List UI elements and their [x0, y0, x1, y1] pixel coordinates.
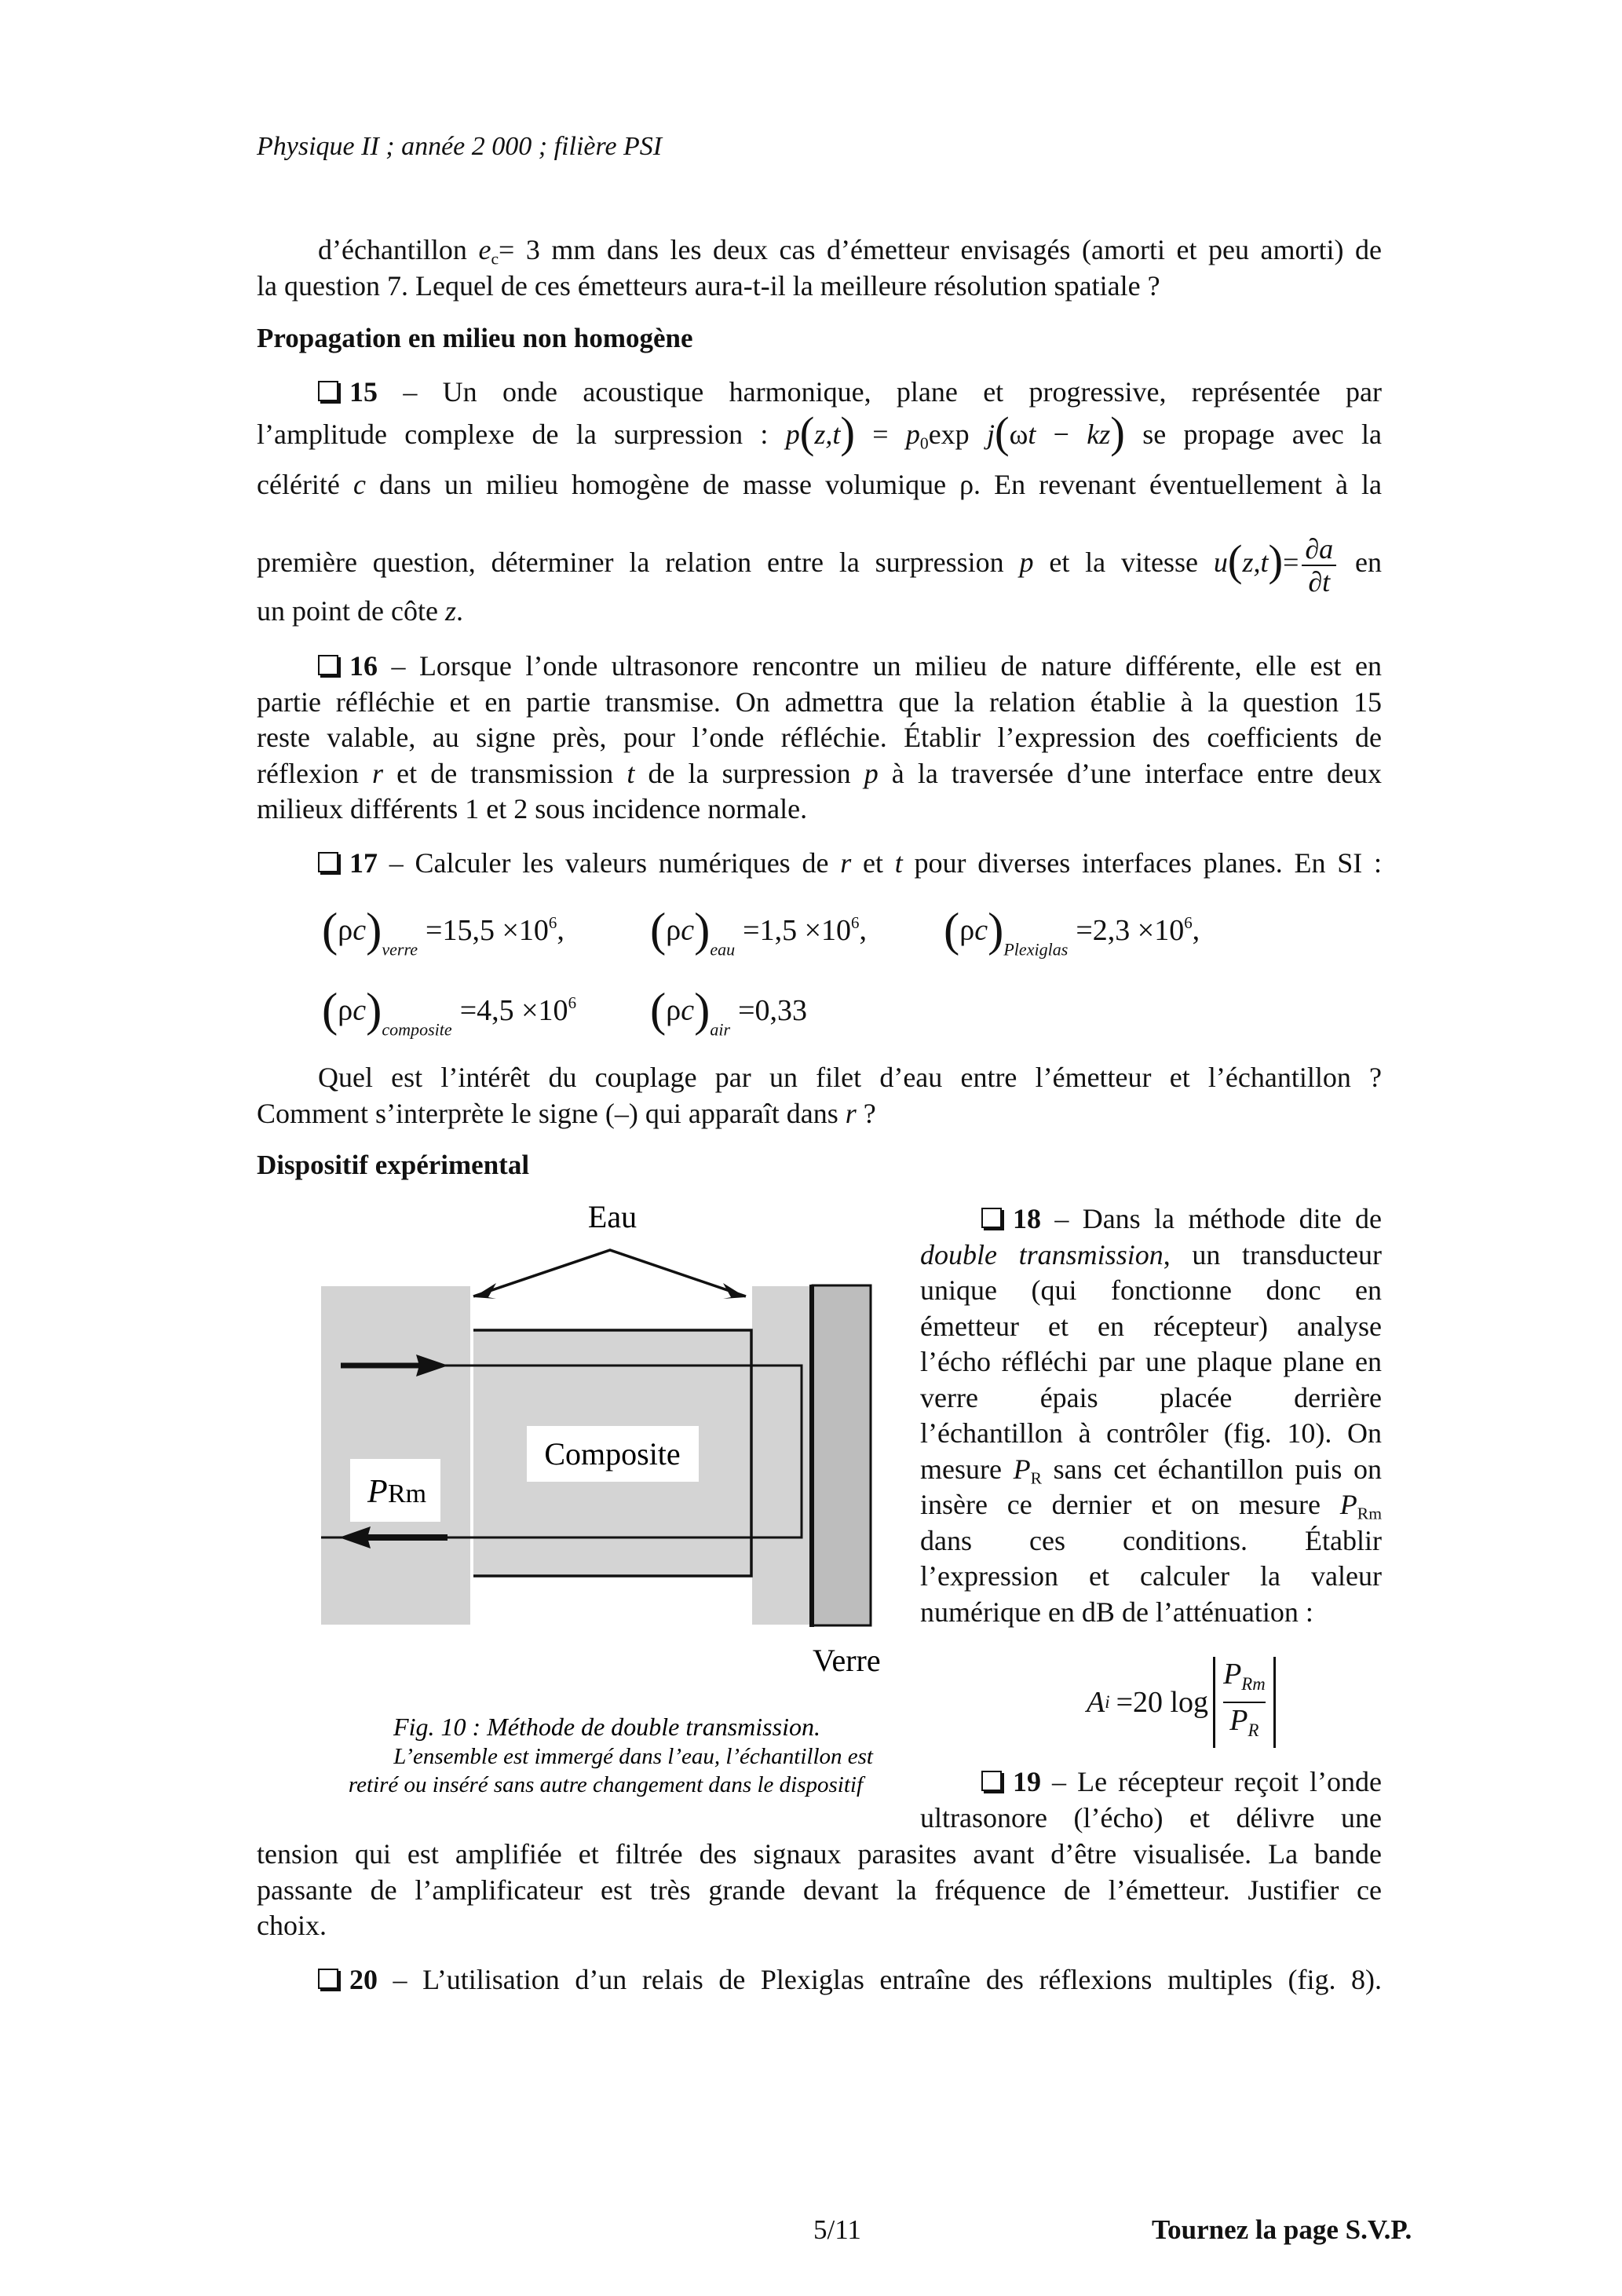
text-line [920, 1452, 1382, 1488]
text-run: réflexion [257, 757, 373, 789]
turn-page-note: Tournez la page S.V.P. [1152, 2214, 1412, 2245]
text-run: double transmission [920, 1238, 1164, 1270]
question-18 [920, 1201, 1382, 1630]
text-run: choix. [257, 1910, 327, 1941]
text-run: numérique en dB de l’atténuation : [920, 1596, 1313, 1628]
formula-num: P [1223, 1658, 1242, 1691]
text-line [920, 1309, 1382, 1345]
text-run: p [785, 419, 800, 450]
impedance-tail: , [557, 913, 564, 947]
text-run: – L’utilisation d’un relais de Plexiglas entraîne des réflexions multiples (fig. 8). [378, 1964, 1382, 1995]
text-line [920, 1523, 1382, 1559]
formula-num-sub: Rm [1241, 1673, 1266, 1694]
text-run: passante de l’amplificateur est très grande devant la fréquence de l’émetteur. Justifier ce [257, 1874, 1382, 1906]
text-run: première question, déterminer la relation entre la surpression [257, 547, 1020, 578]
paren-close: ) [988, 904, 1004, 956]
impedance-symbol: ρ [338, 913, 353, 947]
text-run: partie réfléchie et en partie transmise. On admettra que la relation établie à la question 15 [257, 686, 1382, 718]
text-run: se propage avec la [1124, 419, 1382, 450]
water-left [321, 1286, 470, 1625]
label-p: P [367, 1474, 388, 1510]
text-run: milieux différents 1 et 2 sous incidence normale. [257, 793, 808, 824]
text-run: , un transducteur [1163, 1238, 1382, 1270]
text-run: Comment s’interprète le signe (–) qui apparaît dans [257, 1097, 846, 1129]
text-line [920, 1416, 1382, 1452]
text-line [257, 1873, 1382, 1909]
text-run: t [1028, 419, 1036, 450]
impedance-symbol: ρ [666, 993, 681, 1027]
text-run: ( [799, 408, 815, 458]
impedance-exponent: 6 [548, 913, 557, 933]
text-run: c [491, 249, 499, 269]
text-run: unique (qui fonctionne donc en [920, 1274, 1382, 1306]
paren-open: ( [650, 984, 667, 1036]
question-19 [920, 1764, 1382, 1836]
text-run: 15 [349, 376, 378, 408]
text-line [920, 1344, 1382, 1380]
label-composite: Composite [544, 1436, 681, 1472]
text-run: = 3 mm dans les deux cas d’émetteur envisagés (amorti et peu amorti) de [499, 234, 1382, 265]
impedance-exponent: 6 [568, 993, 577, 1013]
text-run: R [1030, 1468, 1042, 1487]
text-line [920, 1273, 1382, 1309]
checkbox-icon [981, 1208, 1002, 1228]
fraction-denominator: ∂t [1308, 565, 1331, 598]
text-run: et de transmission [383, 757, 627, 789]
paren-open: ( [944, 904, 960, 956]
text-run: pour diverses interfaces planes. En SI : [902, 847, 1382, 879]
paren-close: ) [366, 984, 382, 1036]
page-header: Physique II ; année 2 000 ; filière PSI [257, 132, 663, 161]
text-run: p [1019, 547, 1034, 578]
text-run: ( [1227, 536, 1243, 586]
impedance-medium: verre [382, 939, 418, 960]
text-run: – Calculer les valeurs numériques de [378, 847, 841, 879]
text-run: et [851, 847, 895, 879]
text-run: u [1213, 547, 1228, 578]
impedance-symbol-c: c [353, 993, 367, 1027]
text-line [920, 1801, 1382, 1837]
text-run: r [845, 1097, 857, 1129]
checkbox-icon [981, 1771, 1002, 1791]
text-run: ? [856, 1097, 876, 1129]
formula-eq: =20 log [1116, 1685, 1209, 1719]
paren-close: ) [694, 904, 711, 956]
text-run: p [905, 419, 920, 450]
label-p-sub: Rm [388, 1479, 427, 1508]
text-run: j [987, 419, 995, 450]
impedance-value: =0,33 [738, 993, 807, 1027]
text-run: ultrasonore (l’écho) et délivre une [920, 1801, 1382, 1834]
question-19-continued [257, 1837, 1382, 1944]
text-run: émetteur et en récepteur) analyse [920, 1310, 1382, 1342]
text-run: P [1013, 1453, 1031, 1485]
text-run: 16 [349, 650, 378, 682]
label-verre: Verre [813, 1643, 881, 1678]
text-run: ) [1110, 408, 1125, 458]
formula-den: P [1229, 1703, 1248, 1737]
text-run: ) [840, 408, 855, 458]
text-run: − [1036, 419, 1087, 450]
text-run: sans cet échantillon puis on [1041, 1453, 1382, 1485]
text-run: mesure [920, 1453, 1014, 1485]
text-line [920, 1595, 1382, 1631]
text-run: z,t [1242, 547, 1269, 578]
text-run: l’expression et calculer la valeur [920, 1560, 1382, 1592]
section-heading-dispositif: Dispositif expérimental [257, 1150, 530, 1180]
text-run: 18 [1013, 1203, 1041, 1234]
text-run: la question 7. Lequel de ces émetteurs aura-t-il la meilleure résolution spatiale ? [257, 269, 1160, 302]
impedance-symbol: ρ [959, 913, 975, 947]
text-run: 19 [1013, 1766, 1041, 1797]
text-line [920, 1238, 1382, 1274]
text-run: dans ces conditions. Établir [920, 1524, 1382, 1556]
text-run: r [372, 757, 384, 789]
text-run: = [1283, 547, 1299, 578]
text-run: célérité [257, 469, 353, 500]
text-run: insère ce dernier et on mesure [920, 1489, 1340, 1520]
paren-close: ) [694, 984, 711, 1036]
text-run: l’écho réfléchi par une plaque plane en [920, 1346, 1382, 1377]
label-eau: Eau [587, 1199, 637, 1234]
impedance-medium: composite [382, 1019, 452, 1040]
paren-open: ( [650, 904, 667, 956]
impedance-exponent: 6 [851, 913, 860, 933]
eau-pointer [473, 1250, 746, 1296]
text-run: à la traversée d’une interface entre deux [878, 757, 1382, 789]
text-run: verre épais placée derrière [920, 1381, 1382, 1413]
text-run: 20 [349, 1964, 378, 1995]
text-run: 17 [349, 847, 378, 879]
impedance-symbol-c: c [681, 913, 695, 947]
fraction-numerator: ∂a [1302, 533, 1336, 566]
text-run: d’échantillon [318, 234, 479, 265]
text-run: z [444, 595, 456, 627]
text-line [920, 1764, 1382, 1801]
text-run: en [1339, 547, 1383, 578]
text-line [920, 1380, 1382, 1417]
impedance-tail: , [1192, 913, 1200, 947]
text-run: de la surpression [634, 757, 864, 789]
text-run: et la vitesse [1033, 547, 1214, 578]
text-run: l’échantillon à contrôler (fig. 10). On [920, 1417, 1382, 1449]
impedance-medium: air [710, 1019, 731, 1040]
impedance-value: =15,5 ×10 [426, 913, 549, 947]
text-run: – Un onde acoustique harmonique, plane et progressive, représentée par [378, 376, 1382, 408]
text-run: e [478, 234, 491, 265]
text-run: p [864, 757, 879, 789]
text-run: Quel est l’intérêt du couplage par un filet d’eau entre l’émetteur et l’échantillon ? [318, 1062, 1382, 1093]
impedance-value: =4,5 ×10 [459, 993, 568, 1027]
text-run: l’amplitude complexe de la surpression : [257, 419, 786, 450]
impedance-value: =2,3 ×10 [1076, 913, 1185, 947]
text-run: . [455, 595, 463, 627]
text-run: = [854, 419, 906, 450]
paren-close: ) [366, 904, 382, 956]
text-run: ω [1009, 419, 1028, 450]
figure-caption-line2: L’ensemble est immergé dans l’eau, l’échantillon est [393, 1744, 873, 1769]
paren-open: ( [322, 984, 338, 1036]
text-run: reste valable, au signe près, pour l’onde réfléchie. Établir l’expression des coefficients de [257, 722, 1382, 753]
impedance-symbol-c: c [681, 993, 695, 1027]
text-line [257, 1908, 1382, 1944]
text-line [920, 1487, 1382, 1523]
text-run: Rm [1357, 1504, 1382, 1523]
impedance-symbol: ρ [338, 993, 353, 1027]
impedance-medium: eau [710, 939, 736, 960]
text-run: exp [928, 419, 987, 450]
question-20 [257, 1962, 1382, 1998]
figure-caption-title: Fig. 10 : Méthode de double transmission. [393, 1713, 820, 1741]
impedance-tail: , [859, 913, 867, 947]
text-run: ( [995, 408, 1010, 458]
text-run: – Le récepteur reçoit l’onde [1041, 1766, 1382, 1797]
text-line [257, 1837, 1382, 1873]
text-run: c [353, 469, 366, 500]
formula-lhs-sub: i [1105, 1691, 1110, 1712]
text-run: r [840, 847, 852, 879]
paren-open: ( [322, 904, 338, 956]
formula-lhs: A [1087, 1685, 1105, 1719]
text-run: P [1339, 1489, 1357, 1520]
text-run: un point de côte [257, 595, 445, 627]
text-run: kz [1087, 419, 1111, 450]
text-run: t [627, 757, 635, 789]
text-line [920, 1559, 1382, 1595]
text-run: z,t [814, 419, 841, 450]
formula-ratio [1213, 1657, 1276, 1748]
text-run: ) [1268, 536, 1284, 586]
impedance-exponent: 6 [1184, 913, 1193, 933]
formula-den-sub: R [1248, 1720, 1259, 1740]
text-run: – Lorsque l’onde ultrasonore rencontre un milieu de nature différente, elle est en [378, 650, 1382, 682]
impedance-value: =1,5 ×10 [743, 913, 852, 947]
text-run: 0 [919, 433, 929, 453]
text-run: dans un milieu homogène de masse volumique ρ. En revenant éventuellement à la [365, 469, 1382, 500]
section-heading-propagation: Propagation en milieu non homogène [257, 323, 693, 353]
glass-plate [813, 1285, 871, 1625]
checkbox-icon [318, 1969, 338, 1989]
text-line [257, 1962, 1382, 1998]
text-line [920, 1201, 1382, 1238]
attenuation-formula [1087, 1657, 1276, 1748]
impedance-symbol-c: c [974, 913, 988, 947]
impedance-medium: Plexiglas [1003, 939, 1069, 960]
text-run: tension qui est amplifiée et filtrée des signaux parasites avant d’être visualisée. La bande [257, 1838, 1382, 1870]
text-run: t [894, 847, 903, 879]
impedance-symbol-c: c [353, 913, 367, 947]
figure-caption-line3: retiré ou inséré sans autre changement dans le dispositif [348, 1772, 863, 1797]
impedance-symbol: ρ [666, 913, 681, 947]
page-number: 5/11 [813, 2214, 861, 2245]
text-run: – Dans la méthode dite de [1041, 1203, 1382, 1234]
